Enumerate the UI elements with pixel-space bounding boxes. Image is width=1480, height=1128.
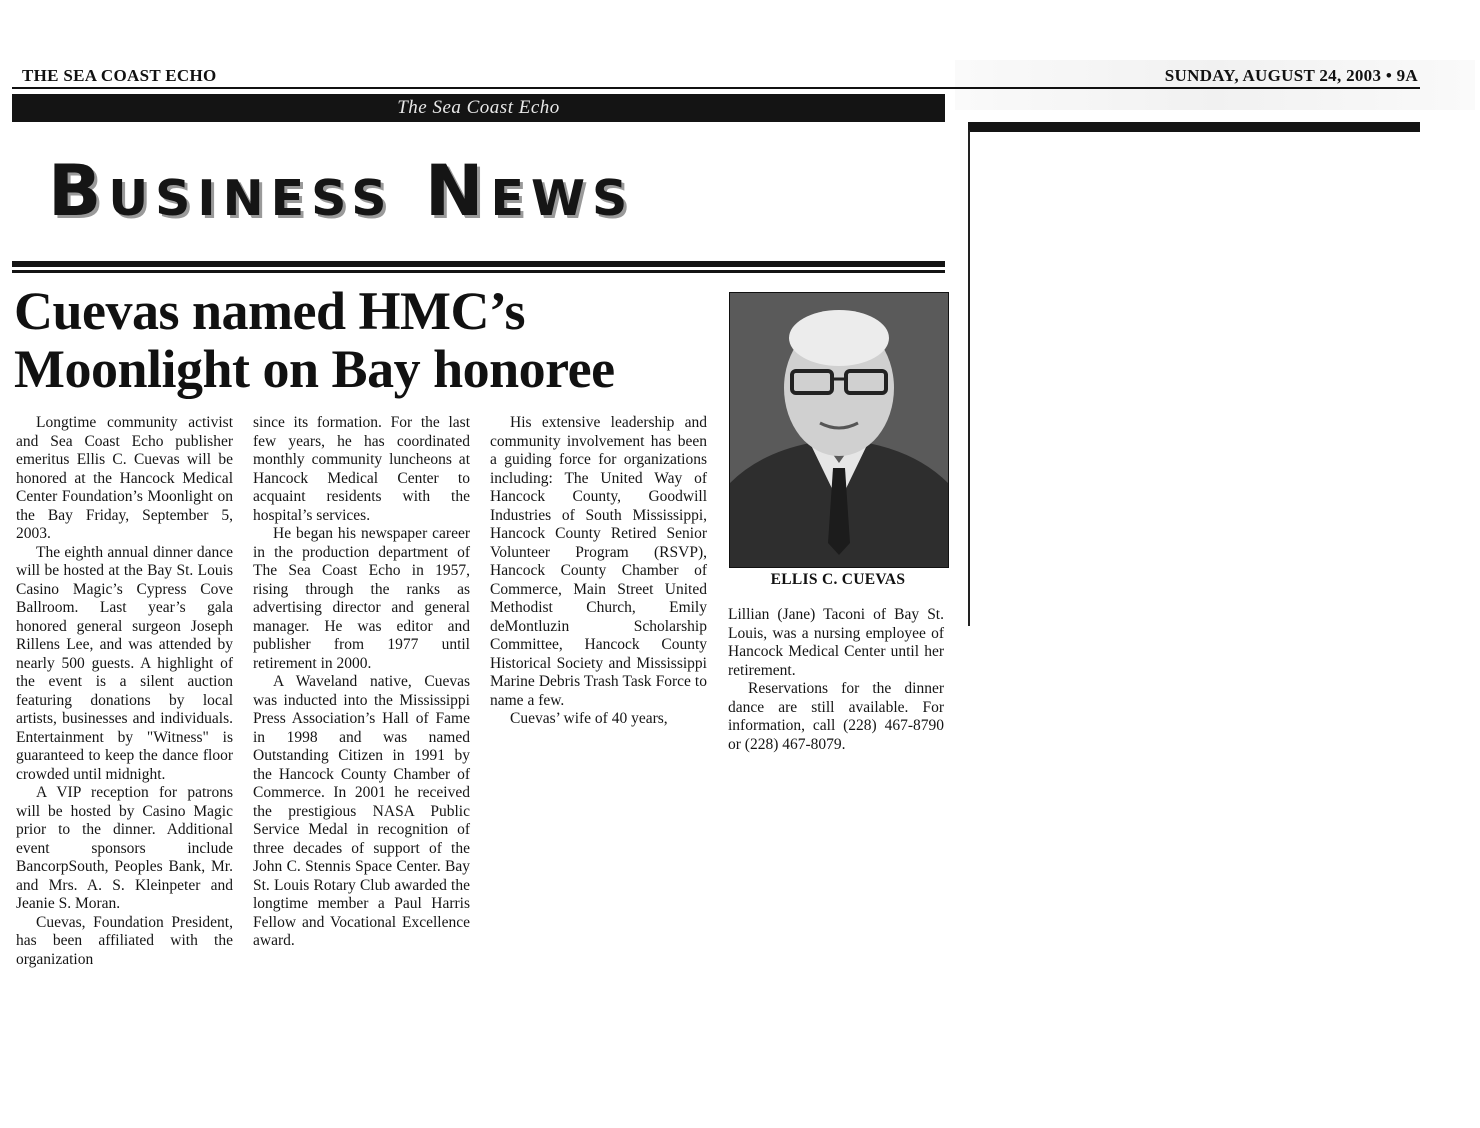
paragraph: Reservations for the dinner dance are still available. For information, call (228) 467-8790 or (228) 467-8079. [728,680,944,753]
paragraph: A VIP reception for patrons will be hosted by Casino Magic prior to the dinner. Additional event sponsors include BancorpSouth, Peoples Bank, Mr. and Mrs. A. S. Kleinpeter and Jeanie S. Moran. [16,784,233,912]
paragraph: The eighth annual dinner dance will be hosted at the Bay St. Louis Casino Magic’s Cypress Cove Ballroom. Last year’s gala honored general surgeon Joseph Rillens Lee, and was attended by nearly 500 guests. A highlight of the event is a silent auction featuring donations by local artists, businesses and individuals. Entertainment by "Witness" is guaranteed to keep the dance floor crowded until midnight. [16,543,233,783]
portrait-photo [729,292,949,568]
column-1 [16,414,233,969]
headline [14,282,615,398]
column-3 [490,414,707,729]
section-rule-thin [12,270,945,273]
headline-line-2: Moonlight on Bay honoree [14,339,615,399]
masthead-bar [12,94,945,122]
column-divider [968,130,970,626]
right-rule [968,122,1420,132]
column-2 [253,414,470,951]
folio-rule [12,87,1420,89]
headline-line-1: Cuevas named HMC’s [14,281,525,341]
paragraph: since its formation. For the last few years, he has coordinated monthly community luncheons at Hancock Medical Center to acquaint residents with the hospital’s services. [253,414,470,524]
paragraph: Lillian (Jane) Taconi of Bay St. Louis, was a nursing employee of Hancock Medical Center until her retirement. [728,606,944,679]
paragraph: He began his newspaper career in the production department of The Sea Coast Echo in 1957, rising through the ranks as advertising director and general manager. He was editor and publisher from 1977 until retirement in 2000. [253,525,470,672]
paragraph: Longtime community activist and Sea Coast Echo publisher emeritus Ellis C. Cuevas will be honored at the Hancock Medical Center Foundation’s Moonlight on the Bay Friday, September 5, 2003. [16,414,233,542]
paragraph: His extensive leadership and community involvement has been a guiding force for organizations including: The United Way of Hancock County, Goodwill Industries of South Mississippi, Hancock County Retired Senior Volunteer Program (RSVP), Hancock County Chamber of Commerce, Main Street United Methodist Church, Emily deMontluzin Scholarship Committee, Hancock County Historical Society and Mississippi Marine Debris Trash Task Force to name a few. [490,414,707,709]
photo-caption: ELLIS C. CUEVAS [770,571,906,588]
paragraph: Cuevas’ wife of 40 years, [510,710,668,727]
paragraph: A Waveland native, Cuevas was inducted into the Mississippi Press Association’s Hall of Fame in 1998 and was named Outstanding Citizen in 1991 by the Hancock County Chamber of Commerce. In 2001 he received the prestigious NASA Public Service Medal in recognition of three decades of support of the John C. Stennis Space Center. Bay St. Louis Rotary Club awarded the longtime member a Paul Harris Fellow and Vocational Excellence award. [253,673,470,949]
masthead-text: The Sea Coast Echo [397,97,560,118]
portrait-illustration [730,293,948,567]
section-title: Business News [48,150,635,232]
date-page: SUNDAY, AUGUST 24, 2003 • 9A [1164,66,1418,85]
paragraph: Cuevas, Foundation President, has been affiliated with the organization [16,913,233,968]
section-rule-thick [12,261,945,267]
paper-name: THE SEA COAST ECHO [22,66,217,85]
column-4 [728,606,944,754]
